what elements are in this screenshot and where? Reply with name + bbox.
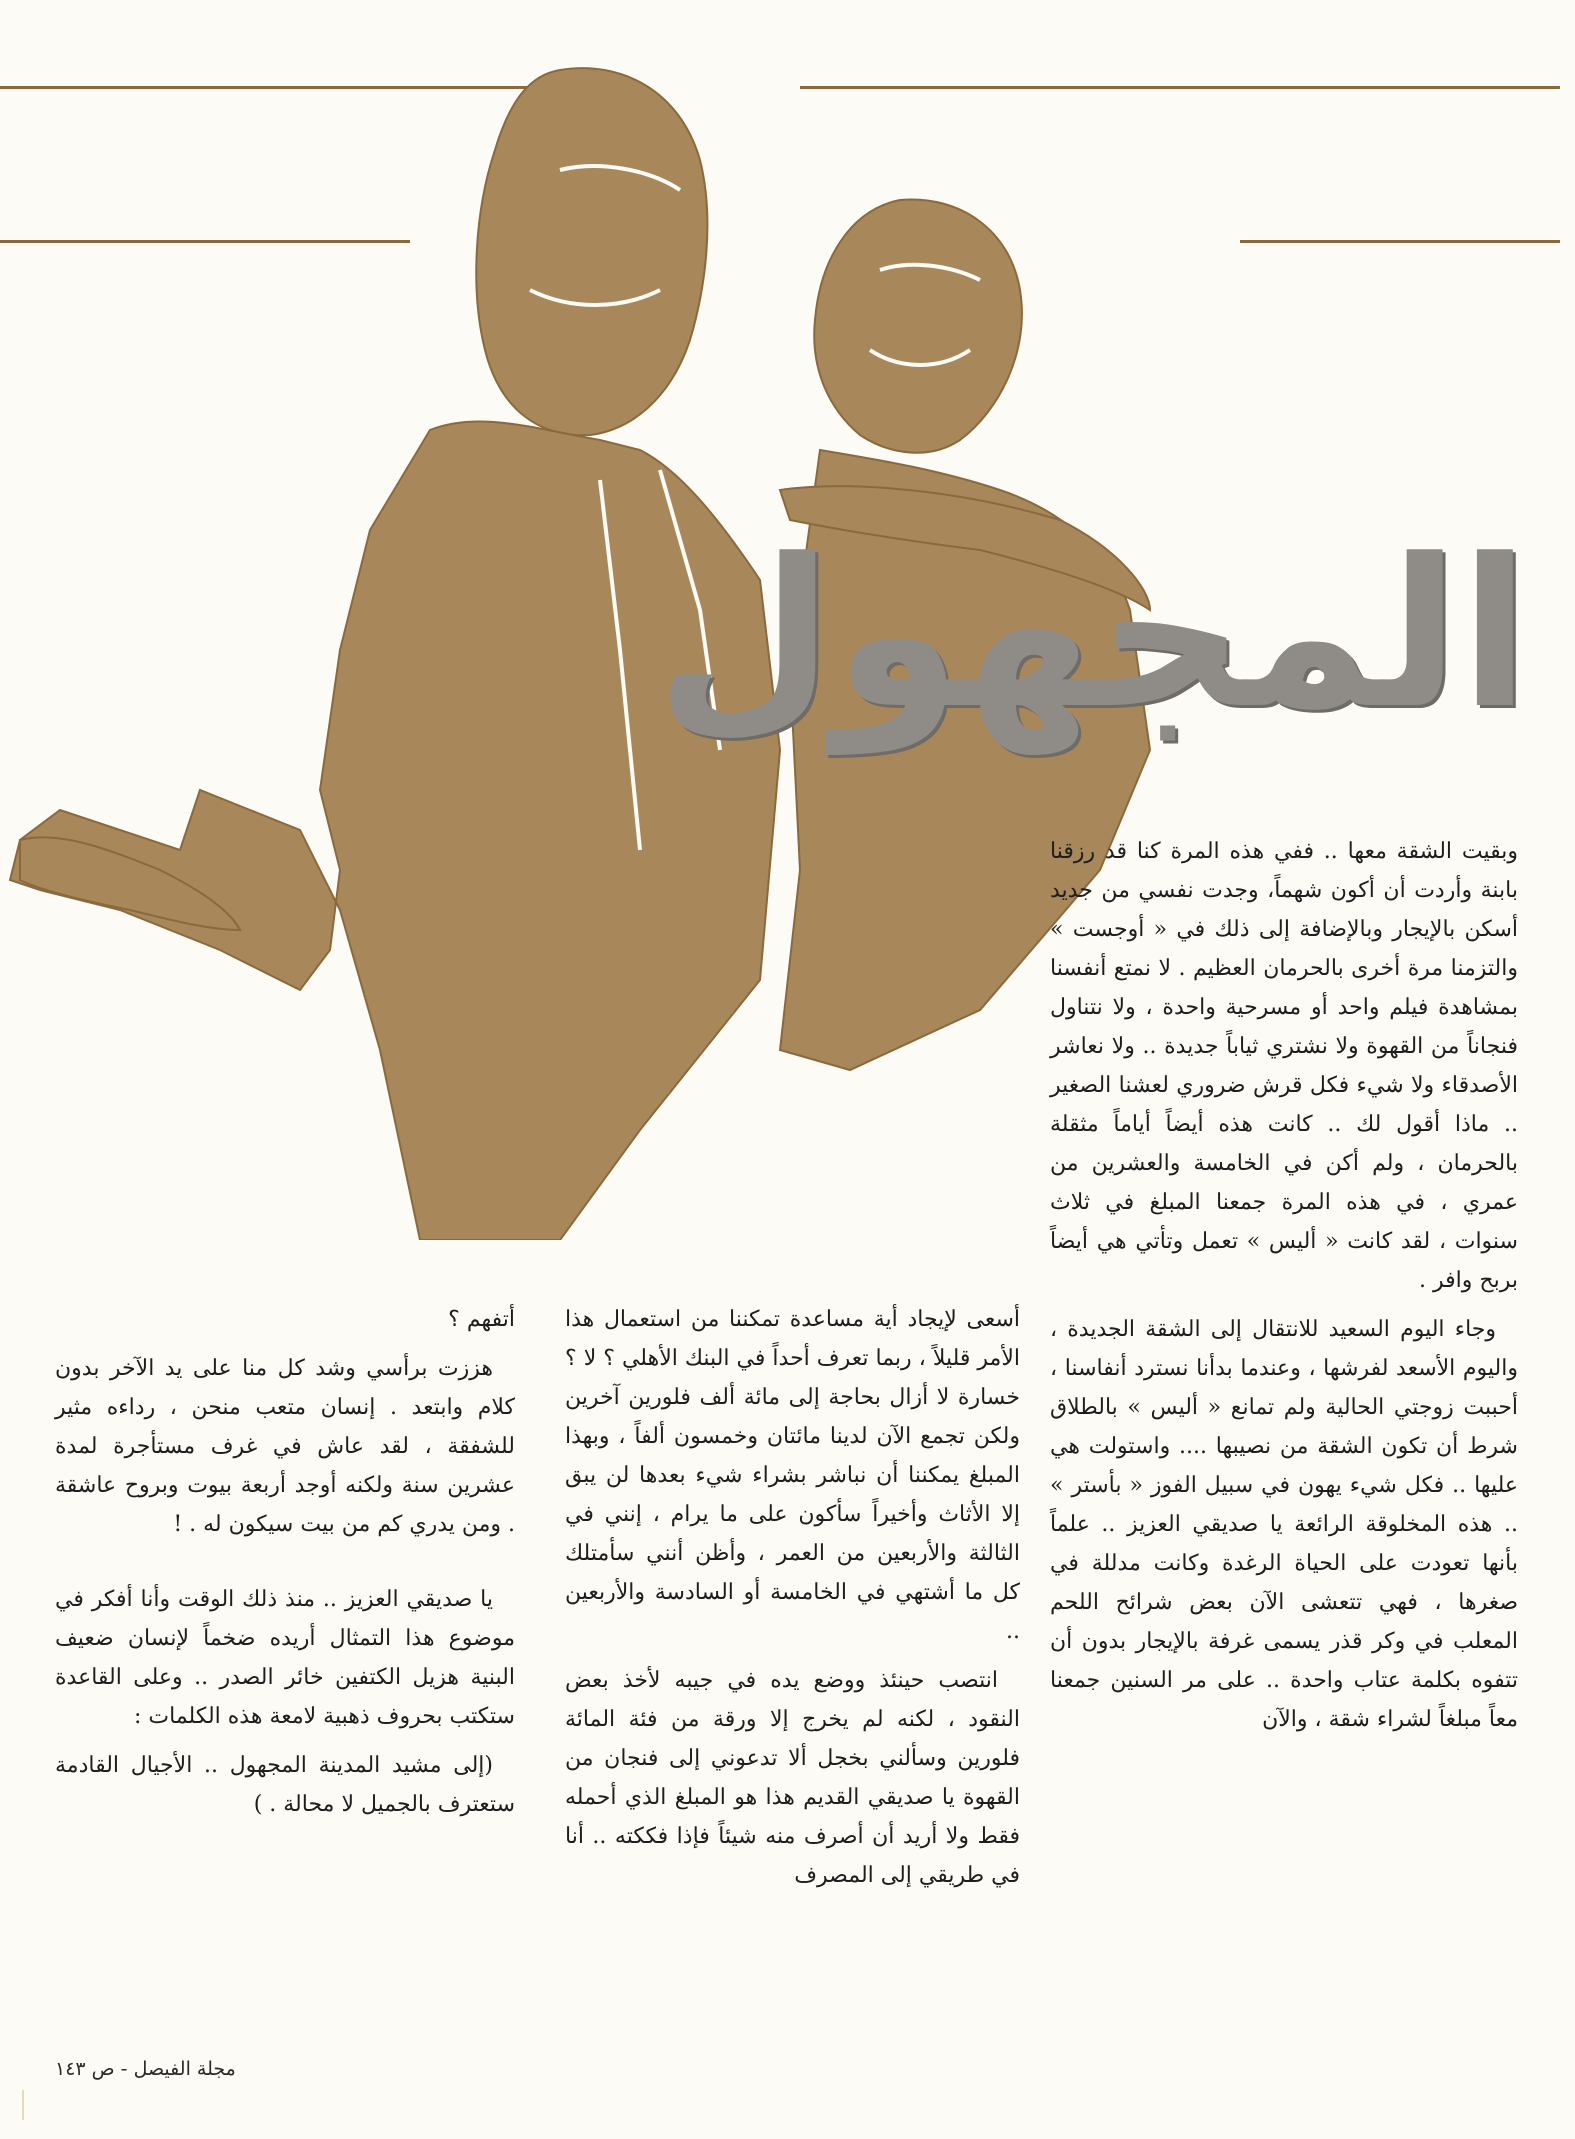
article-title: المجهول <box>655 516 1530 754</box>
paragraph: (إلى مشيد المدينة المجهول .. الأجيال القادمة ستعترف بالجميل لا محالة . ) <box>55 1753 515 1817</box>
paragraph: أسعى لإيجاد أية مساعدة تمكننا من استعمال هذا الأمر قليلاً ، ربما تعرف أحداً في البنك الأهلي ؟ لا ؟ خسارة لا أزال بحاجة إلى مائة ألف فلورين آخرين ولكن تجمع الآن لدينا مائتان وخمسون ألفاً ، وبهذا المبلغ يمكننا أن نباشر بشراء شيء بعدها لن يبق إلا الأثاث وأخيراً سأكون على ما يرام ، إنني في الثالثة والأربعين من العمر ، وأظن أنني سأمتلك كل ما أشتهي في الخامسة أو السادسة والأربعين .. <box>565 1307 1021 1644</box>
paragraph: أتفهم ؟ <box>448 1307 515 1332</box>
column-middle <box>565 1300 1020 1905</box>
paragraph: يا صديقي العزيز .. منذ ذلك الوقت وأنا أفكر في موضوع هذا التمثال أريده ضخماً لإنسان ضعيف البنية هزيل الكتفين خائر الصدر .. وعلى القاعدة ستكتب بحروف ذهبية لامعة هذه الكلمات : <box>55 1587 515 1729</box>
paragraph: هززت برأسي وشد كل منا على يد الآخر بدون كلام وابتعد . إنسان متعب منحن ، رداءه مثير للشفقة ، لقد عاش في غرف مستأجرة لمدة عشرين سنة ولكنه أوجد أربعة بيوت وبروح عاشقة . ومن يدري كم من بيت سيكون له . ! <box>55 1356 515 1537</box>
paragraph: وبقيت الشقة معها .. ففي هذه المرة كنا قد رزقنا بابنة وأردت أن أكون شهماً، وجدت نفسي من جديد أسكن بالإيجار وبالإضافة إلى ذلك في « أوجست » والتزمنا مرة أخرى بالحرمان العظيم . لا نمتع أنفسنا بمشاهدة فيلم واحد أو مسرحية واحدة ، ولا نتناول فنجاناً من القهوة ولا نشتري ثياباً جديدة .. ولا نعاشر الأصدقاء ولا شيء فكل قرش ضروري لعشنا الصغير .. ماذا أقول لك .. كانت هذه أيضاً أياماً مثقلة بالحرمان ، ولم أكن في الخامسة والعشرين من عمري ، في هذه المرة جمعنا المبلغ في ثلاث سنوات ، لقد كانت « أليس » تعمل وتأتي هي أيضاً بربح وافر . <box>1050 839 1518 1293</box>
page-footer: مجلة الفيصل - ص ١٤٣ <box>55 2058 236 2080</box>
paragraph: وجاء اليوم السعيد للانتقال إلى الشقة الجديدة ، واليوم الأسعد لفرشها ، وعندما بدأنا نسترد أنفاسنا ، أحببت زوجتي الحالية ولم تمانع « أليس » بالطلاق شرط أن تكون الشقة من نصيبها .... واستولت هي عليها .. فكل شيء يهون في سبيل الفوز « بأستر » .. هذه المخلوقة الرائعة يا صديقي العزيز .. علماً بأنها تعودت على الحياة الرغدة وكانت مدللة في صغرها ، فهي تتعشى الآن بعض شرائح اللحم المعلب في وكر قذر يسمى غرفة بالإيجار بدون أن تتفوه بكلمة عتاب واحدة .. على مر السنين جمعنا معاً مبلغاً لشراء شقة ، والآن <box>1050 1317 1518 1732</box>
column-left <box>55 1300 515 1834</box>
paragraph: انتصب حينئذ ووضع يده في جيبه لأخذ بعض النقود ، لكنه لم يخرج إلا ورقة من فئة المائة فلورين وسألني بخجل ألا تدعوني إلى فنجان من القهوة يا صديقي القديم هذا هو المبلغ الذي أحمله فقط ولا أريد أن أصرف منه شيئاً فإذا فككته .. أنا في طريقي إلى المصرف <box>565 1668 1020 1888</box>
second-rule-right <box>1240 240 1560 243</box>
column-right <box>1050 832 1518 1749</box>
margin-mark <box>22 2090 24 2120</box>
